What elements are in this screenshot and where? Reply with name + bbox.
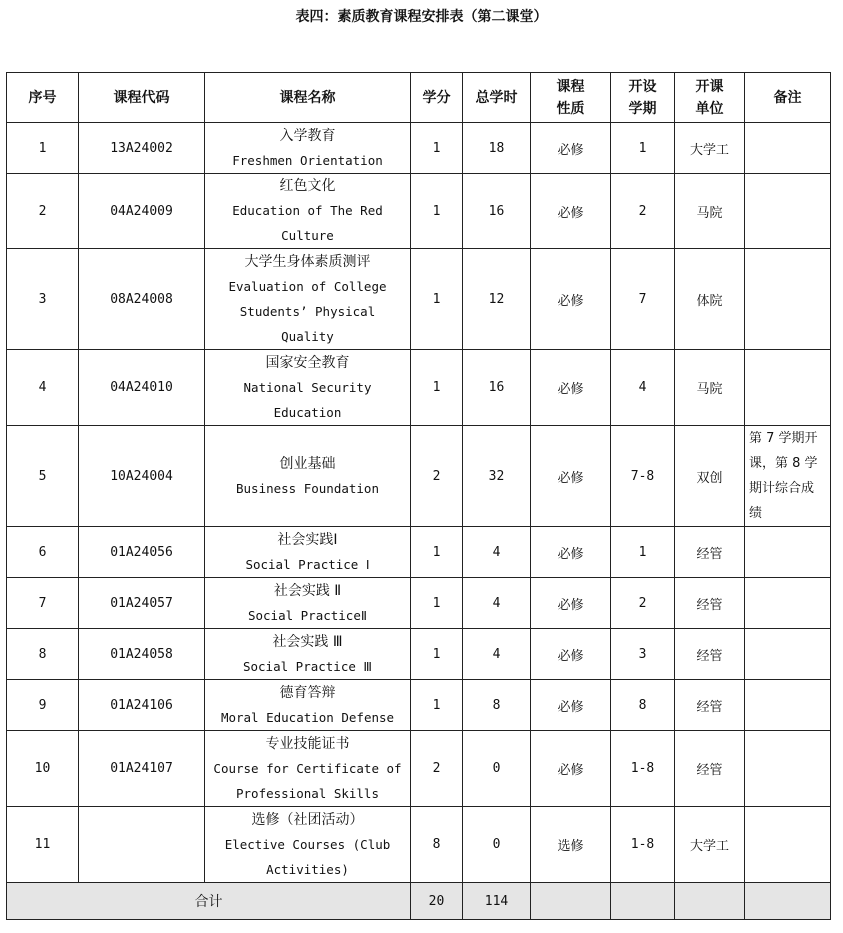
course-name-en: Culture (281, 228, 334, 243)
header-hours: 总学时 (463, 73, 531, 123)
cell-remark (745, 249, 831, 350)
table-row (7, 578, 831, 629)
cell-nature: 必修 (531, 174, 611, 249)
cell-term: 1-8 (611, 807, 675, 883)
course-name-en: Freshmen Orientation (232, 152, 383, 168)
header-name: 课程名称 (205, 73, 411, 123)
table-row (7, 731, 831, 807)
cell-course-name (205, 123, 411, 174)
cell-nature: 必修 (531, 249, 611, 350)
cell-nature: 必修 (531, 578, 611, 629)
cell-seq: 11 (7, 807, 79, 883)
cell-code (79, 807, 205, 883)
cell-term: 4 (611, 350, 675, 426)
course-name-zh: 社会实践 Ⅱ (273, 582, 342, 599)
cell-remark (745, 527, 831, 578)
cell-hours: 0 (463, 807, 531, 883)
cell-nature: 必修 (531, 680, 611, 731)
cell-code: 01A24058 (79, 629, 205, 680)
cell-credit: 2 (411, 731, 463, 807)
cell-remark (745, 680, 831, 731)
cell-seq: 6 (7, 527, 79, 578)
cell-term: 1 (611, 123, 675, 174)
cell-seq: 4 (7, 350, 79, 426)
cell-code: 10A24004 (79, 426, 205, 527)
cell-remark (745, 578, 831, 629)
cell-credit: 1 (411, 350, 463, 426)
course-name-en: Business Foundation (236, 480, 379, 496)
cell-term: 7 (611, 249, 675, 350)
header-row (7, 73, 831, 123)
cell-hours: 4 (463, 578, 531, 629)
course-name-en: Quality (281, 328, 334, 344)
cell-code: 04A24009 (79, 174, 205, 249)
cell-credit: 1 (411, 527, 463, 578)
cell-remark (745, 123, 831, 174)
header-code: 课程代码 (79, 73, 205, 123)
table-row (7, 629, 831, 680)
table-row (7, 426, 831, 527)
cell-unit: 经管 (675, 629, 745, 680)
header-unit (675, 73, 745, 123)
course-name-en: Students’ Physical (239, 303, 376, 319)
cell-course-name (205, 527, 411, 578)
table-row (7, 174, 831, 249)
cell-hours: 8 (463, 680, 531, 731)
header-remark: 备注 (745, 73, 831, 123)
cell-remark (745, 731, 831, 807)
header-nature (531, 73, 611, 123)
cell-term: 2 (611, 174, 675, 249)
course-name-zh: 创业基础 (279, 455, 336, 472)
course-name-zh: 社会实践Ⅰ (277, 531, 338, 548)
cell-term: 2 (611, 578, 675, 629)
table-row (7, 527, 831, 578)
course-name-en: Elective Courses (Club (224, 836, 391, 852)
course-name-en: Evaluation of College (228, 278, 387, 294)
cell-course-name (205, 578, 411, 629)
cell-credit: 1 (411, 174, 463, 249)
cell-course-name (205, 426, 411, 527)
table-row (7, 123, 831, 174)
header-nature-line2: 性质 (556, 100, 585, 117)
course-name-zh: 国家安全教育 (265, 354, 350, 371)
cell-code: 13A24002 (79, 123, 205, 174)
cell-course-name (205, 807, 411, 883)
cell-unit: 大学工 (675, 807, 745, 883)
cell-credit: 1 (411, 629, 463, 680)
cell-course-name (205, 174, 411, 249)
header-credit: 学分 (411, 73, 463, 123)
total-empty (531, 883, 611, 920)
course-name-en: Course for Certificate of (213, 760, 402, 776)
cell-nature: 必修 (531, 731, 611, 807)
cell-remark: 第 7 学期开课，第 8 学期计综合成绩 (745, 426, 831, 527)
course-name-zh: 红色文化 (279, 178, 336, 194)
cell-hours: 12 (463, 249, 531, 350)
total-empty (675, 883, 745, 920)
cell-credit: 1 (411, 123, 463, 174)
cell-hours: 16 (463, 174, 531, 249)
course-name-zh: 入学教育 (279, 127, 336, 144)
cell-course-name (205, 680, 411, 731)
cell-term: 7-8 (611, 426, 675, 527)
cell-course-name (205, 629, 411, 680)
cell-hours: 16 (463, 350, 531, 426)
course-name-zh: 选修（社团活动） (251, 811, 364, 828)
header-unit-line2: 单位 (695, 100, 724, 117)
header-seq: 序号 (7, 73, 79, 123)
header-term-line2: 学期 (628, 100, 657, 117)
total-row (7, 883, 831, 920)
cell-term: 3 (611, 629, 675, 680)
cell-seq: 7 (7, 578, 79, 629)
total-label: 合计 (7, 883, 411, 920)
cell-nature: 必修 (531, 123, 611, 174)
cell-hours: 4 (463, 629, 531, 680)
total-empty (611, 883, 675, 920)
cell-unit: 经管 (675, 680, 745, 731)
course-name-en: Moral Education Defense (220, 709, 395, 725)
cell-unit: 双创 (675, 426, 745, 527)
cell-unit: 经管 (675, 527, 745, 578)
cell-seq: 5 (7, 426, 79, 527)
header-term-line1: 开设 (628, 78, 657, 95)
cell-nature: 必修 (531, 527, 611, 578)
course-name-zh: 社会实践 Ⅲ (272, 633, 343, 650)
cell-course-name (205, 350, 411, 426)
course-name-en: Professional Skills (236, 785, 379, 801)
cell-remark (745, 629, 831, 680)
cell-seq: 9 (7, 680, 79, 731)
course-name-en: National Security (243, 379, 372, 395)
cell-term: 1 (611, 527, 675, 578)
table-row (7, 807, 831, 883)
cell-remark (745, 350, 831, 426)
cell-code: 01A24056 (79, 527, 205, 578)
table-row (7, 680, 831, 731)
course-name-zh: 专业技能证书 (265, 735, 350, 752)
cell-credit: 2 (411, 426, 463, 527)
cell-credit: 1 (411, 249, 463, 350)
cell-credit: 8 (411, 807, 463, 883)
table-row (7, 350, 831, 426)
total-credit: 20 (411, 883, 463, 920)
cell-nature: 选修 (531, 807, 611, 883)
cell-unit: 经管 (675, 578, 745, 629)
course-name-zh: 大学生身体素质测评 (244, 253, 371, 270)
cell-term: 1-8 (611, 731, 675, 807)
cell-course-name (205, 731, 411, 807)
cell-code: 01A24106 (79, 680, 205, 731)
cell-nature: 必修 (531, 426, 611, 527)
cell-unit: 体院 (675, 249, 745, 350)
course-name-zh: 德育答辩 (279, 684, 336, 701)
cell-hours: 4 (463, 527, 531, 578)
course-name-en: Activities) (266, 861, 349, 877)
cell-seq: 1 (7, 123, 79, 174)
cell-remark (745, 807, 831, 883)
header-unit-line1: 开课 (695, 78, 724, 95)
cell-hours: 18 (463, 123, 531, 174)
cell-credit: 1 (411, 680, 463, 731)
cell-hours: 32 (463, 426, 531, 527)
cell-remark (745, 174, 831, 249)
cell-seq: 2 (7, 174, 79, 249)
cell-nature: 必修 (531, 350, 611, 426)
cell-seq: 3 (7, 249, 79, 350)
total-empty (745, 883, 831, 920)
cell-unit: 大学工 (675, 123, 745, 174)
cell-credit: 1 (411, 578, 463, 629)
total-hours: 114 (463, 883, 531, 920)
cell-unit: 经管 (675, 731, 745, 807)
header-nature-line1: 课程 (556, 78, 585, 95)
course-table (6, 72, 831, 920)
course-name-en: Social Practice Ⅰ (245, 556, 370, 572)
header-term (611, 73, 675, 123)
cell-unit: 马院 (675, 350, 745, 426)
course-name-en: Education of The Red (232, 203, 383, 218)
table-row (7, 249, 831, 350)
cell-hours: 0 (463, 731, 531, 807)
cell-code: 01A24057 (79, 578, 205, 629)
cell-nature: 必修 (531, 629, 611, 680)
cell-seq: 8 (7, 629, 79, 680)
cell-unit: 马院 (675, 174, 745, 249)
course-name-en: Education (273, 404, 342, 420)
cell-code: 04A24010 (79, 350, 205, 426)
cell-seq: 10 (7, 731, 79, 807)
course-name-en: Social PracticeⅡ (247, 607, 368, 623)
cell-code: 01A24107 (79, 731, 205, 807)
course-name-en: Social Practice Ⅲ (242, 658, 373, 674)
table-title: 表四：素质教育课程安排表（第二课堂） (295, 9, 548, 25)
cell-term: 8 (611, 680, 675, 731)
cell-code: 08A24008 (79, 249, 205, 350)
cell-course-name (205, 249, 411, 350)
